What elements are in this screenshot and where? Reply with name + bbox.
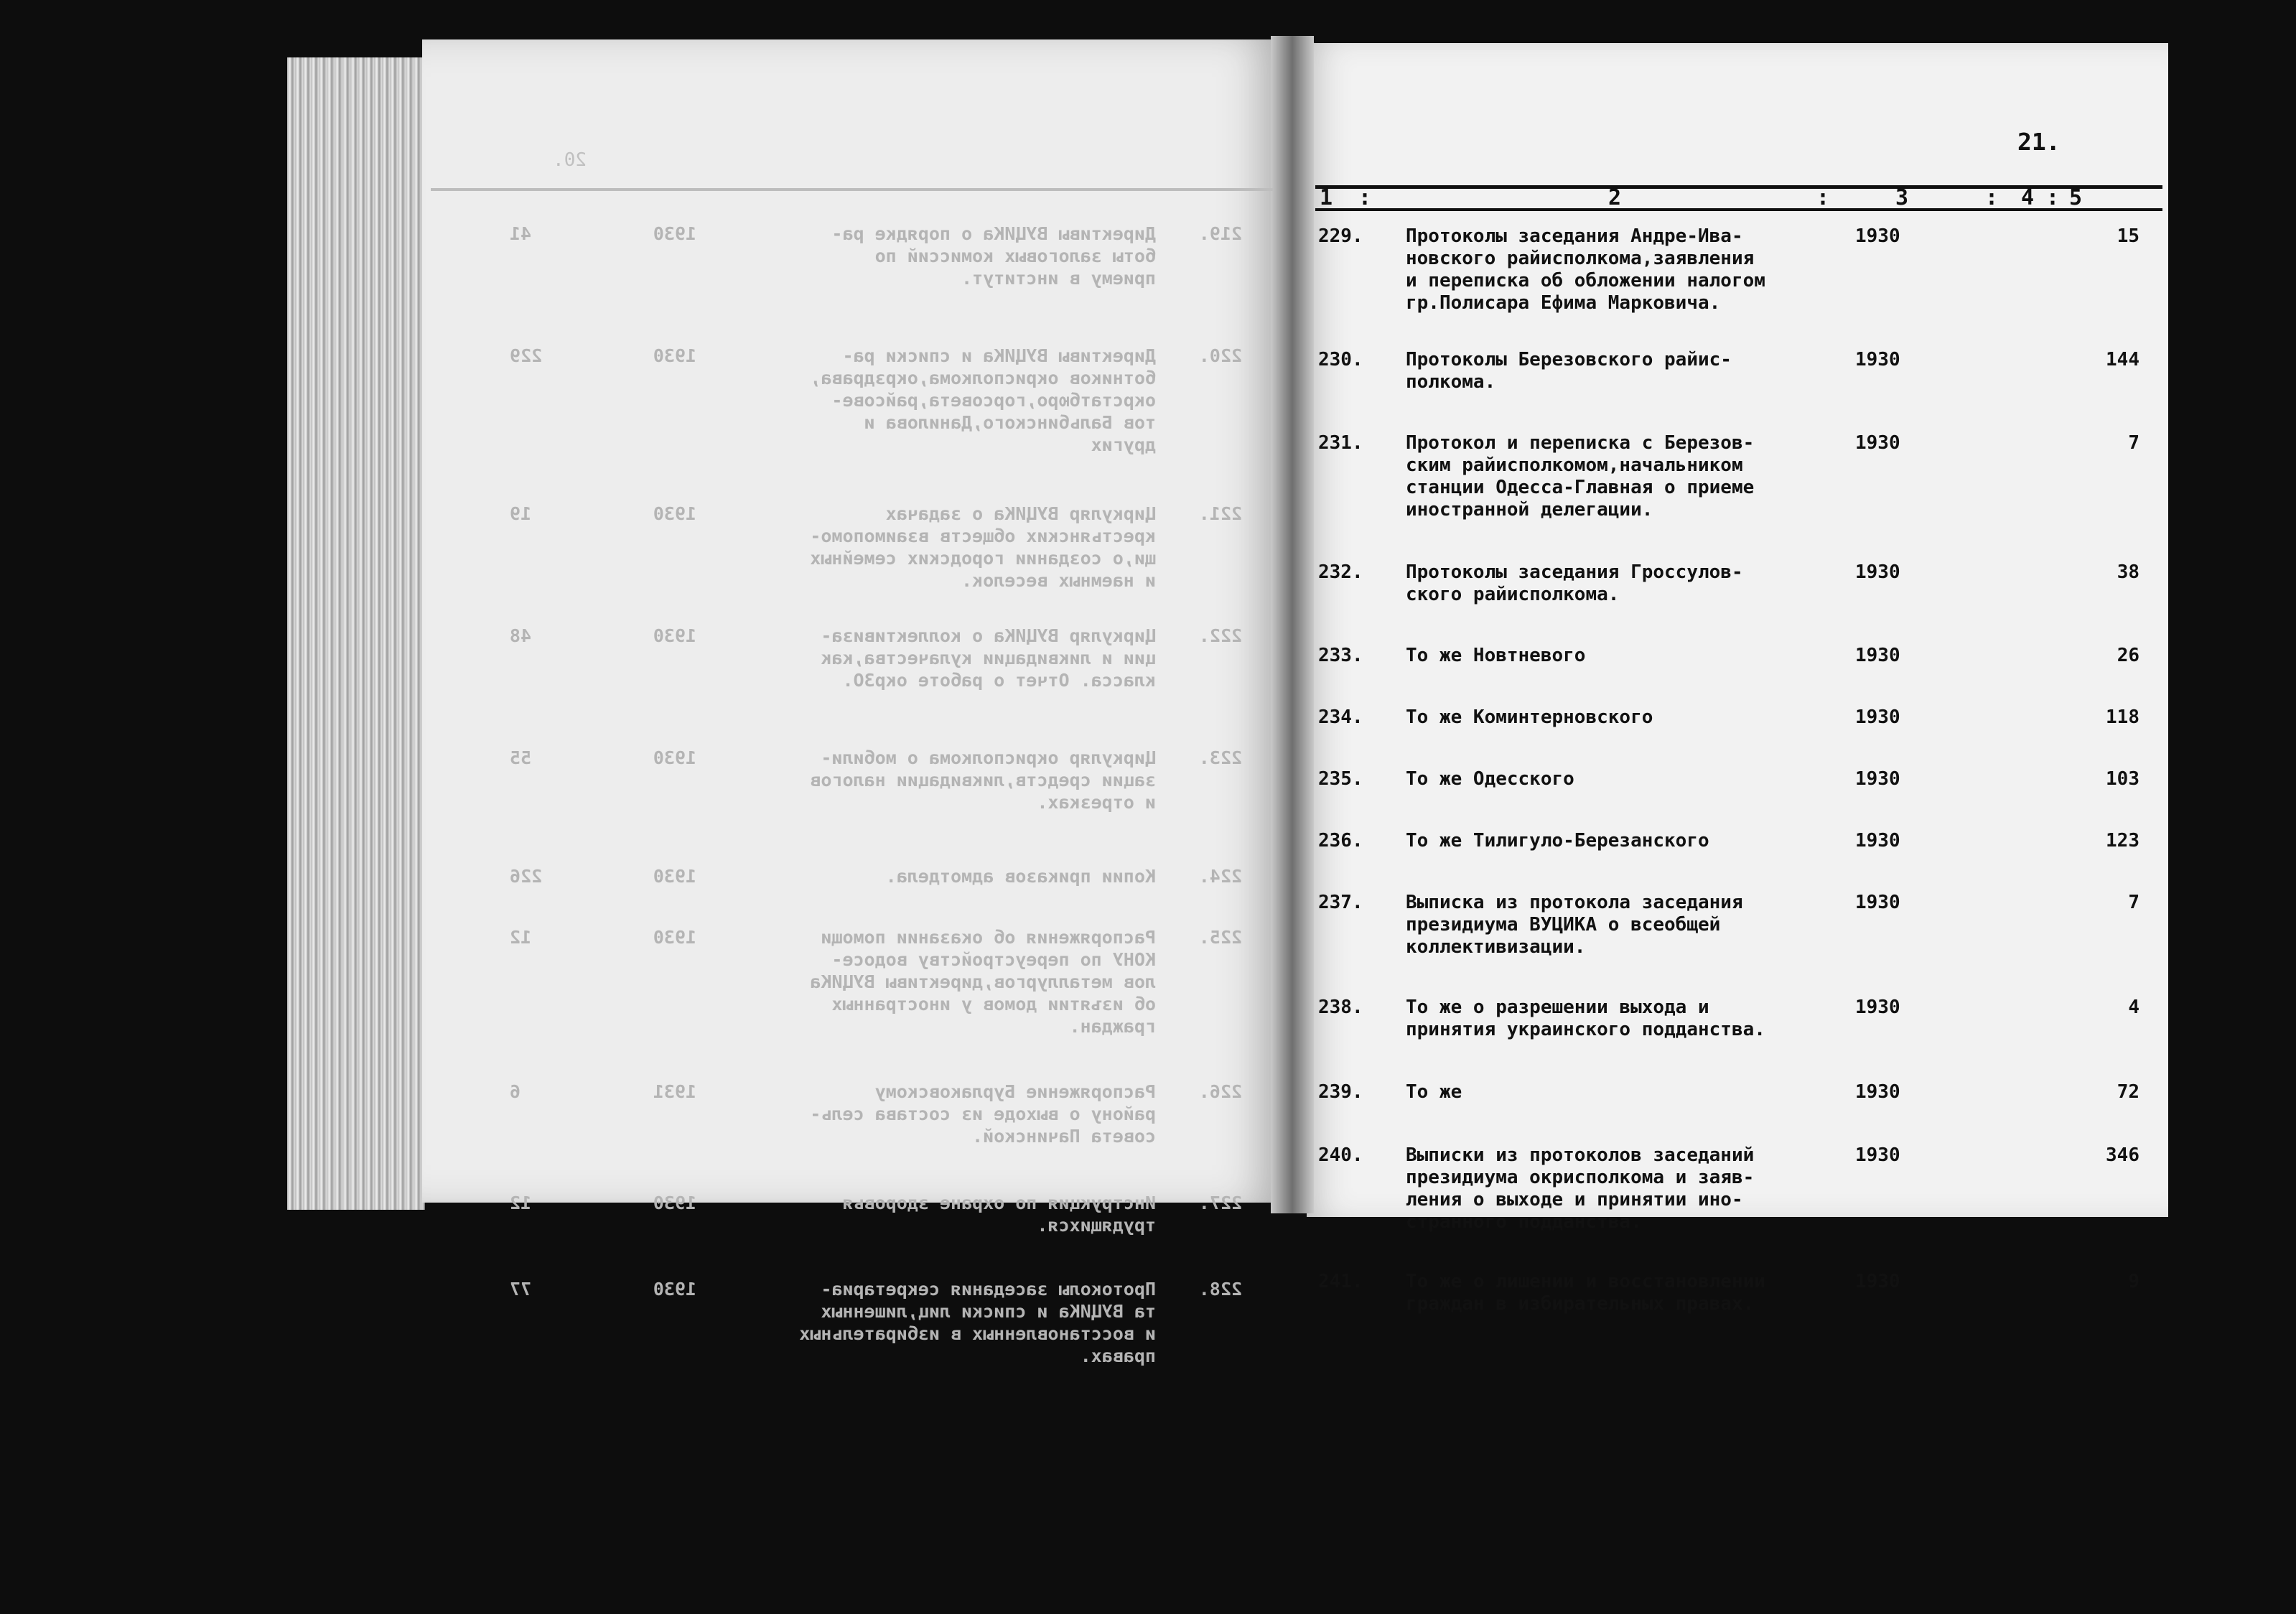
page-number: 21. xyxy=(2017,128,2061,156)
entry-year: 1930 xyxy=(1855,892,1900,913)
entry-sheet-count: 123 xyxy=(2106,830,2139,852)
entry-sheet-count: 15 xyxy=(2117,225,2139,247)
entry-title: Протоколы заседания Андре-Ива- новского райисполкома,заявления и переписка об обложении налогом гр.Полисара Ефима Марковича. xyxy=(1406,225,1765,314)
entry-year: 1930 xyxy=(1855,645,1900,666)
entry-title: То же Коминтерновского xyxy=(1406,706,1653,728)
header-rule-bottom xyxy=(1315,208,2162,211)
entry-number: 233. xyxy=(1318,645,1363,666)
header-rule-top xyxy=(1315,185,2162,189)
entry-number: 238. xyxy=(1318,997,1363,1018)
entry-year: 1930 xyxy=(1855,1081,1900,1103)
column-separator: : xyxy=(1816,185,1830,210)
column-separator: : xyxy=(1985,185,1999,210)
entry-title: То же о разрешении выхода и принятия украинского подданства. xyxy=(1406,997,1765,1040)
entry-title: Протоколы Березовского райис- полкома. xyxy=(1406,349,1732,393)
entry-number: 234. xyxy=(1318,706,1363,728)
entry-number: 235. xyxy=(1318,768,1363,790)
entry-sheet-count: 9 xyxy=(2128,1271,2139,1292)
entry-title: Выписка из протокола заседания президиума ВУЦИКА о всеобщей коллективизации. xyxy=(1406,892,1743,958)
entry-sheet-count: 7 xyxy=(2128,892,2139,913)
facing-page-rule xyxy=(431,188,1274,191)
entry-year: 1930 xyxy=(1855,1144,1900,1166)
entry-sheet-count: 26 xyxy=(2117,645,2139,666)
facing-page-number: 20. xyxy=(553,149,587,171)
entry-title: Протокол и переписка с Березов- ским райисполкомом,начальником станции Одесса-Главная о приеме иностранной делегации. xyxy=(1406,432,1755,521)
book-gutter xyxy=(1271,36,1314,1213)
entry-year: 1930 xyxy=(1855,432,1900,454)
entry-number: 236. xyxy=(1318,830,1363,852)
entry-sheet-count: 103 xyxy=(2106,768,2139,790)
entry-year: 1930 xyxy=(1855,997,1900,1018)
entry-year: 1930 xyxy=(1855,225,1900,247)
entry-sheet-count: 118 xyxy=(2106,706,2139,728)
entry-sheet-count: 38 xyxy=(2117,561,2139,583)
entry-title: То же Тилигуло-Березанского xyxy=(1406,830,1709,852)
entry-sheet-count: 4 xyxy=(2128,997,2139,1018)
entry-title: То же Одесского xyxy=(1406,768,1574,790)
entry-number: 241. xyxy=(1318,1271,1363,1292)
column-header-count: 4 xyxy=(2021,185,2035,210)
column-header-number: 1 xyxy=(1320,185,1333,210)
column-header-title: 2 xyxy=(1608,185,1622,210)
entry-title: Протоколы заседания Гроссулов- ского райисполкома. xyxy=(1406,561,1743,605)
entry-number: 232. xyxy=(1318,561,1363,583)
entry-number: 237. xyxy=(1318,892,1363,913)
entry-number: 230. xyxy=(1318,349,1363,370)
entry-sheet-count: 144 xyxy=(2106,349,2139,370)
entry-title: Выписки из протоколов заседаний президиума окрисполкома и заяв- ления о выходе и принятии ино- странного подданства. xyxy=(1406,1144,1755,1233)
entry-number: 229. xyxy=(1318,225,1363,247)
entry-sheet-count: 346 xyxy=(2106,1144,2139,1166)
entry-number: 239. xyxy=(1318,1081,1363,1103)
column-header-year: 3 xyxy=(1895,185,1909,210)
entry-year: 1930 xyxy=(1855,561,1900,583)
column-separator: : xyxy=(2046,185,2060,210)
column-header-notes: 5 xyxy=(2069,185,2083,210)
entry-title: То же xyxy=(1406,1081,1462,1103)
column-separator: : xyxy=(1358,185,1372,210)
entry-sheet-count: 72 xyxy=(2117,1081,2139,1103)
entry-sheet-count: 7 xyxy=(2128,432,2139,454)
entry-year: 1930 xyxy=(1855,349,1900,370)
entry-year: 1930 xyxy=(1855,830,1900,852)
entry-number: 231. xyxy=(1318,432,1363,454)
entry-title: То же о лишении и восстановлении граждан в избирательных правах. xyxy=(1406,1271,1765,1315)
entry-number: 240. xyxy=(1318,1144,1363,1166)
entry-title: То же Новтневого xyxy=(1406,645,1586,666)
entry-year: 1930 xyxy=(1855,1271,1900,1292)
entry-year: 1930 xyxy=(1855,768,1900,790)
page-stack-edge xyxy=(287,57,425,1210)
archive-book-spread: 20. 219. Директивы ВУЦИКа о порядке ра- боты залоговых комиссий по приему в институт. 1930 41 220. Директивы ВУЦИКа и списки ра- ботников окрисполкома,окрздрава, окрстатбюро,горсовета,райсове- тов Бальбинского,Данилова и других 1930 229 221. Циркуляр ВУЦИКа о задачах крестьянских обществ взаимопомо- щи,о создании городских семейных и наемных веселок. 1930 19 222. Циркуляр ВУЦИКа о коллективиза- ции и ликвидации кулачества,как класса. Отчет о работе окрЗО. 1930 48 223. Циркуляр окрисполкома о мобили- зации средств,ликвидации налогов и отрезках. 1930 55 224. Копии приказов адмотдела. 1930 226 225. Распоряжения об оказании помощи КОНУ по переустройству водосе- лов металлургов,директивы ВУЦИКа об изъятии домов у иностранных граждан. 1930 12 226. Распоряжение Бурлаковскому району о выходе из состава сель- совета Пачинской. 1931 6 227. Инструкция по охране здоровья трудящихся. 1930 12 228. Протоколы заседания секретариа- та ВУЦИКа и списки лиц,лишенных и восстановленных в избирательных правах. 1930 77 21. 1 : 2 : 3 : 4 : 5 229. Протоколы заседания Андре-Ива- новского райисполкома,заявления и переписка об обложении налогом гр.Полисара Ефима Марковича. 1930 15 230. Протоколы Березовского райис- полкома. 1930 144 231. Протокол и переписка с Березов- ским райисполкомом,начальником станции Одесса-Главная о приеме иностранной делегации. 1930 7 232. Протоколы заседания Гроссулов- ского райисполкома. 1930 38 233. То же Новтневого 1930 26 234. То же Коминтерновского 1930 118 235. То же Одесского 1930 103 236. То же Тилигуло-Березанского 1930 123 237. Выписка из протокола заседания президиума ВУЦИКА о всеобщей коллективизации. 1930 7 238. То же о разрешении выхода и принятия украинского подданства. 1930 4 239. То же 1930 72 240. Выписки из протоколов заседаний президиума окрисполкома и заяв- ления о выходе и принятии ино- странного подданства. 1930 346 241. То же о лишении и восстановлении граждан в избирательных правах. 1930 9 xyxy=(0,0,2296,1614)
entry-year: 1930 xyxy=(1855,706,1900,728)
